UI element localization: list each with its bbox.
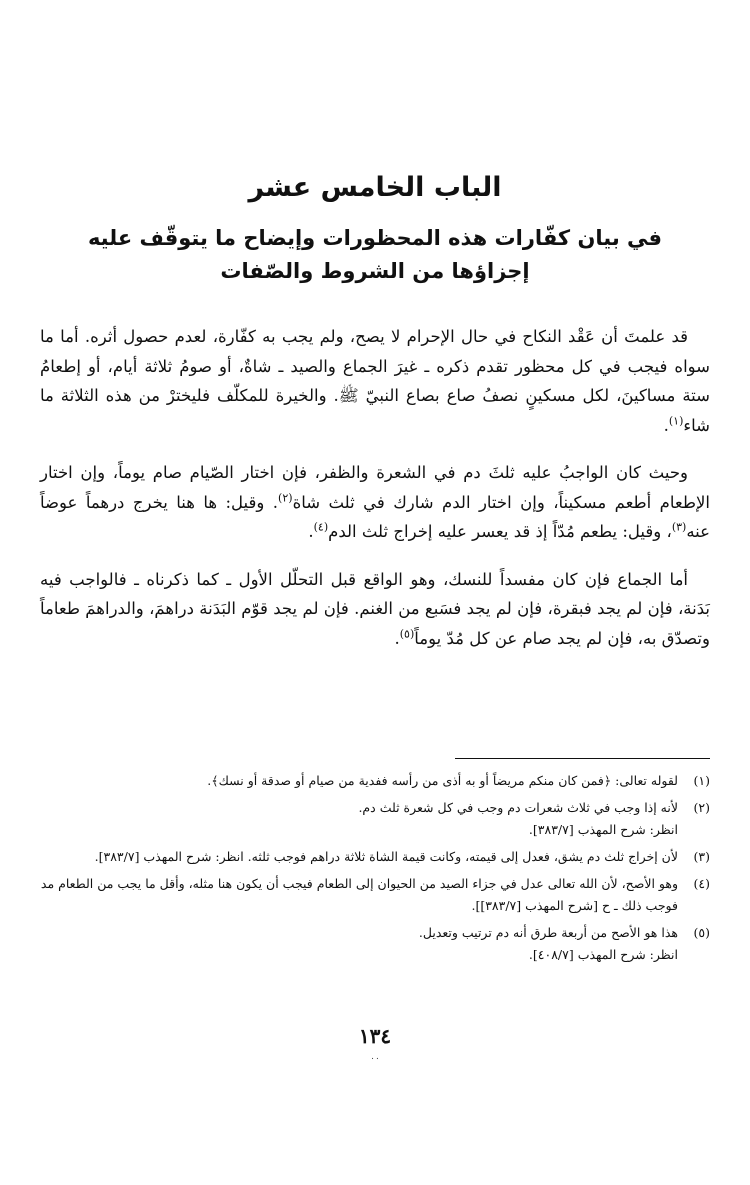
paragraph-text: قد علمتَ أن عَقْد النكاح في حال الإحرام لا يصح، ولم يجب به كفّارة، لعدم حصول أثره. أما ما سواه فيجب في كل محظور تقدم ذكره ـ غيرَ الجماع والصيد ـ شاةٌ، أو صومُ ثلاثة أيام، أو إطعامُ ستة مساكينَ، لكل مسكينٍ نصفُ صاع بصاع النبيّ ﷺ. والخيرة للمكلّف فليخترْ من هذه الثلاثة ما شاء xyxy=(40,327,710,435)
footnote-line: انظر: شرح المهذب [٣٨٣/٧]. xyxy=(528,822,678,837)
paragraph xyxy=(40,458,710,547)
paragraph-tail: . xyxy=(663,415,669,435)
footnote-ref[interactable]: (١) xyxy=(668,414,684,427)
footnote-item xyxy=(40,797,710,841)
footnote-line: لأنه إذا وجب في ثلاث شعرات دم وجب في كل شعرة ثلث دم. xyxy=(358,800,678,815)
paragraph xyxy=(40,565,710,654)
print-mark: ٠٠ xyxy=(370,1054,380,1064)
paragraph-text: . وقيل: ها هنا يخرج درهماً عوضاً عنه xyxy=(40,492,710,541)
footnote-item xyxy=(40,922,710,966)
footnote-body xyxy=(40,922,678,966)
chapter-subtitle xyxy=(40,222,710,288)
footnote-number: (١) xyxy=(693,773,710,788)
paragraph-text: ، وقيل: يطعم مُدّاً إذ قد يعسر عليه إخراج ثلث الدم xyxy=(328,522,672,541)
paragraph xyxy=(40,322,710,440)
footnote-number: (٤) xyxy=(693,876,710,891)
book-page xyxy=(40,0,710,1185)
footnote-item xyxy=(40,873,710,917)
paragraph-text: أما الجماع فإن كان مفسداً للنسك، وهو الواقع قبل التحلّل الأول ـ كما ذكرناه ـ فالواجب فيه بَدَنة، فإن لم يجد فبقرة، فإن لم يجد فسَبع من الغنم. فإن لم يجد قوّم البَدَنة دراهمَ، والدراهمَ طعاماً وتصدّق به، فإن لم يجد صام عن كل مُدّ يوماً xyxy=(40,569,710,648)
footnote-item xyxy=(40,846,710,868)
footnotes xyxy=(40,770,710,971)
footnote-divider xyxy=(455,758,710,759)
chapter-title: الباب الخامس عشر xyxy=(248,172,502,203)
footnote-line: وهو الأصح، لأن الله تعالى عدل في جزاء الصيد من الحيوان إلى الطعام فيجب أن يكون هنا مثله، وأقل ما يجب من الطعام مد فوجب ذلك ـ ح [شرح المهذب [٣٨٣/٧]]. xyxy=(40,876,678,913)
footnote-body xyxy=(40,846,678,868)
footnote-ref[interactable]: (٤) xyxy=(313,520,329,534)
footnote-number: (٥) xyxy=(693,925,710,940)
page-number: ١٣٤ xyxy=(358,1024,392,1048)
footnote-line: لأن إخراج ثلث دم يشق، فعدل إلى قيمته، وكانت قيمة الشاة ثلاثة دراهم فوجب ثلثه. انظر: شرح المهذب [٣٨٣/٧]. xyxy=(94,849,678,864)
paragraph-text: وحيث كان الواجبُ عليه ثلثَ دم في الشعرة والظفر، فإن اختار الصّيام صام يوماً، وإن اختار الإطعام أطعم مسكيناً، وإن اختار الدم شارك في ثلث شاة xyxy=(40,463,710,512)
subtitle-line-2: إجزاؤها من الشروط والصّفات xyxy=(220,259,530,283)
subtitle-line-1: في بيان كفّارات هذه المحظورات وإيضاح ما يتوقّف عليه xyxy=(87,226,663,250)
footnote-line: انظر: شرح المهذب [٤٠٨/٧]. xyxy=(528,947,678,962)
footnote-body xyxy=(40,873,678,917)
footnote-line: هذا هو الأصح من أربعة طرق أنه دم ترتيب وتعديل. xyxy=(418,925,678,940)
footnote-number: (٣) xyxy=(693,849,710,864)
footnote-body xyxy=(40,770,678,792)
paragraph-tail: . xyxy=(308,522,314,541)
footnote-item xyxy=(40,770,710,792)
footnote-ref[interactable]: (٣) xyxy=(671,520,687,534)
paragraph-tail: . xyxy=(394,628,400,648)
footnote-number: (٢) xyxy=(693,800,710,815)
body-text xyxy=(40,322,710,671)
footnote-ref[interactable]: (٢) xyxy=(278,491,293,504)
footnote-ref[interactable]: (٥) xyxy=(399,627,415,640)
footnote-line: لقوله تعالى: ﴿فمن كان منكم مريضاً أو به أذى من رأسه ففدية من صيام أو صدقة أو نسك﴾. xyxy=(207,773,678,788)
footnote-body xyxy=(40,797,678,841)
